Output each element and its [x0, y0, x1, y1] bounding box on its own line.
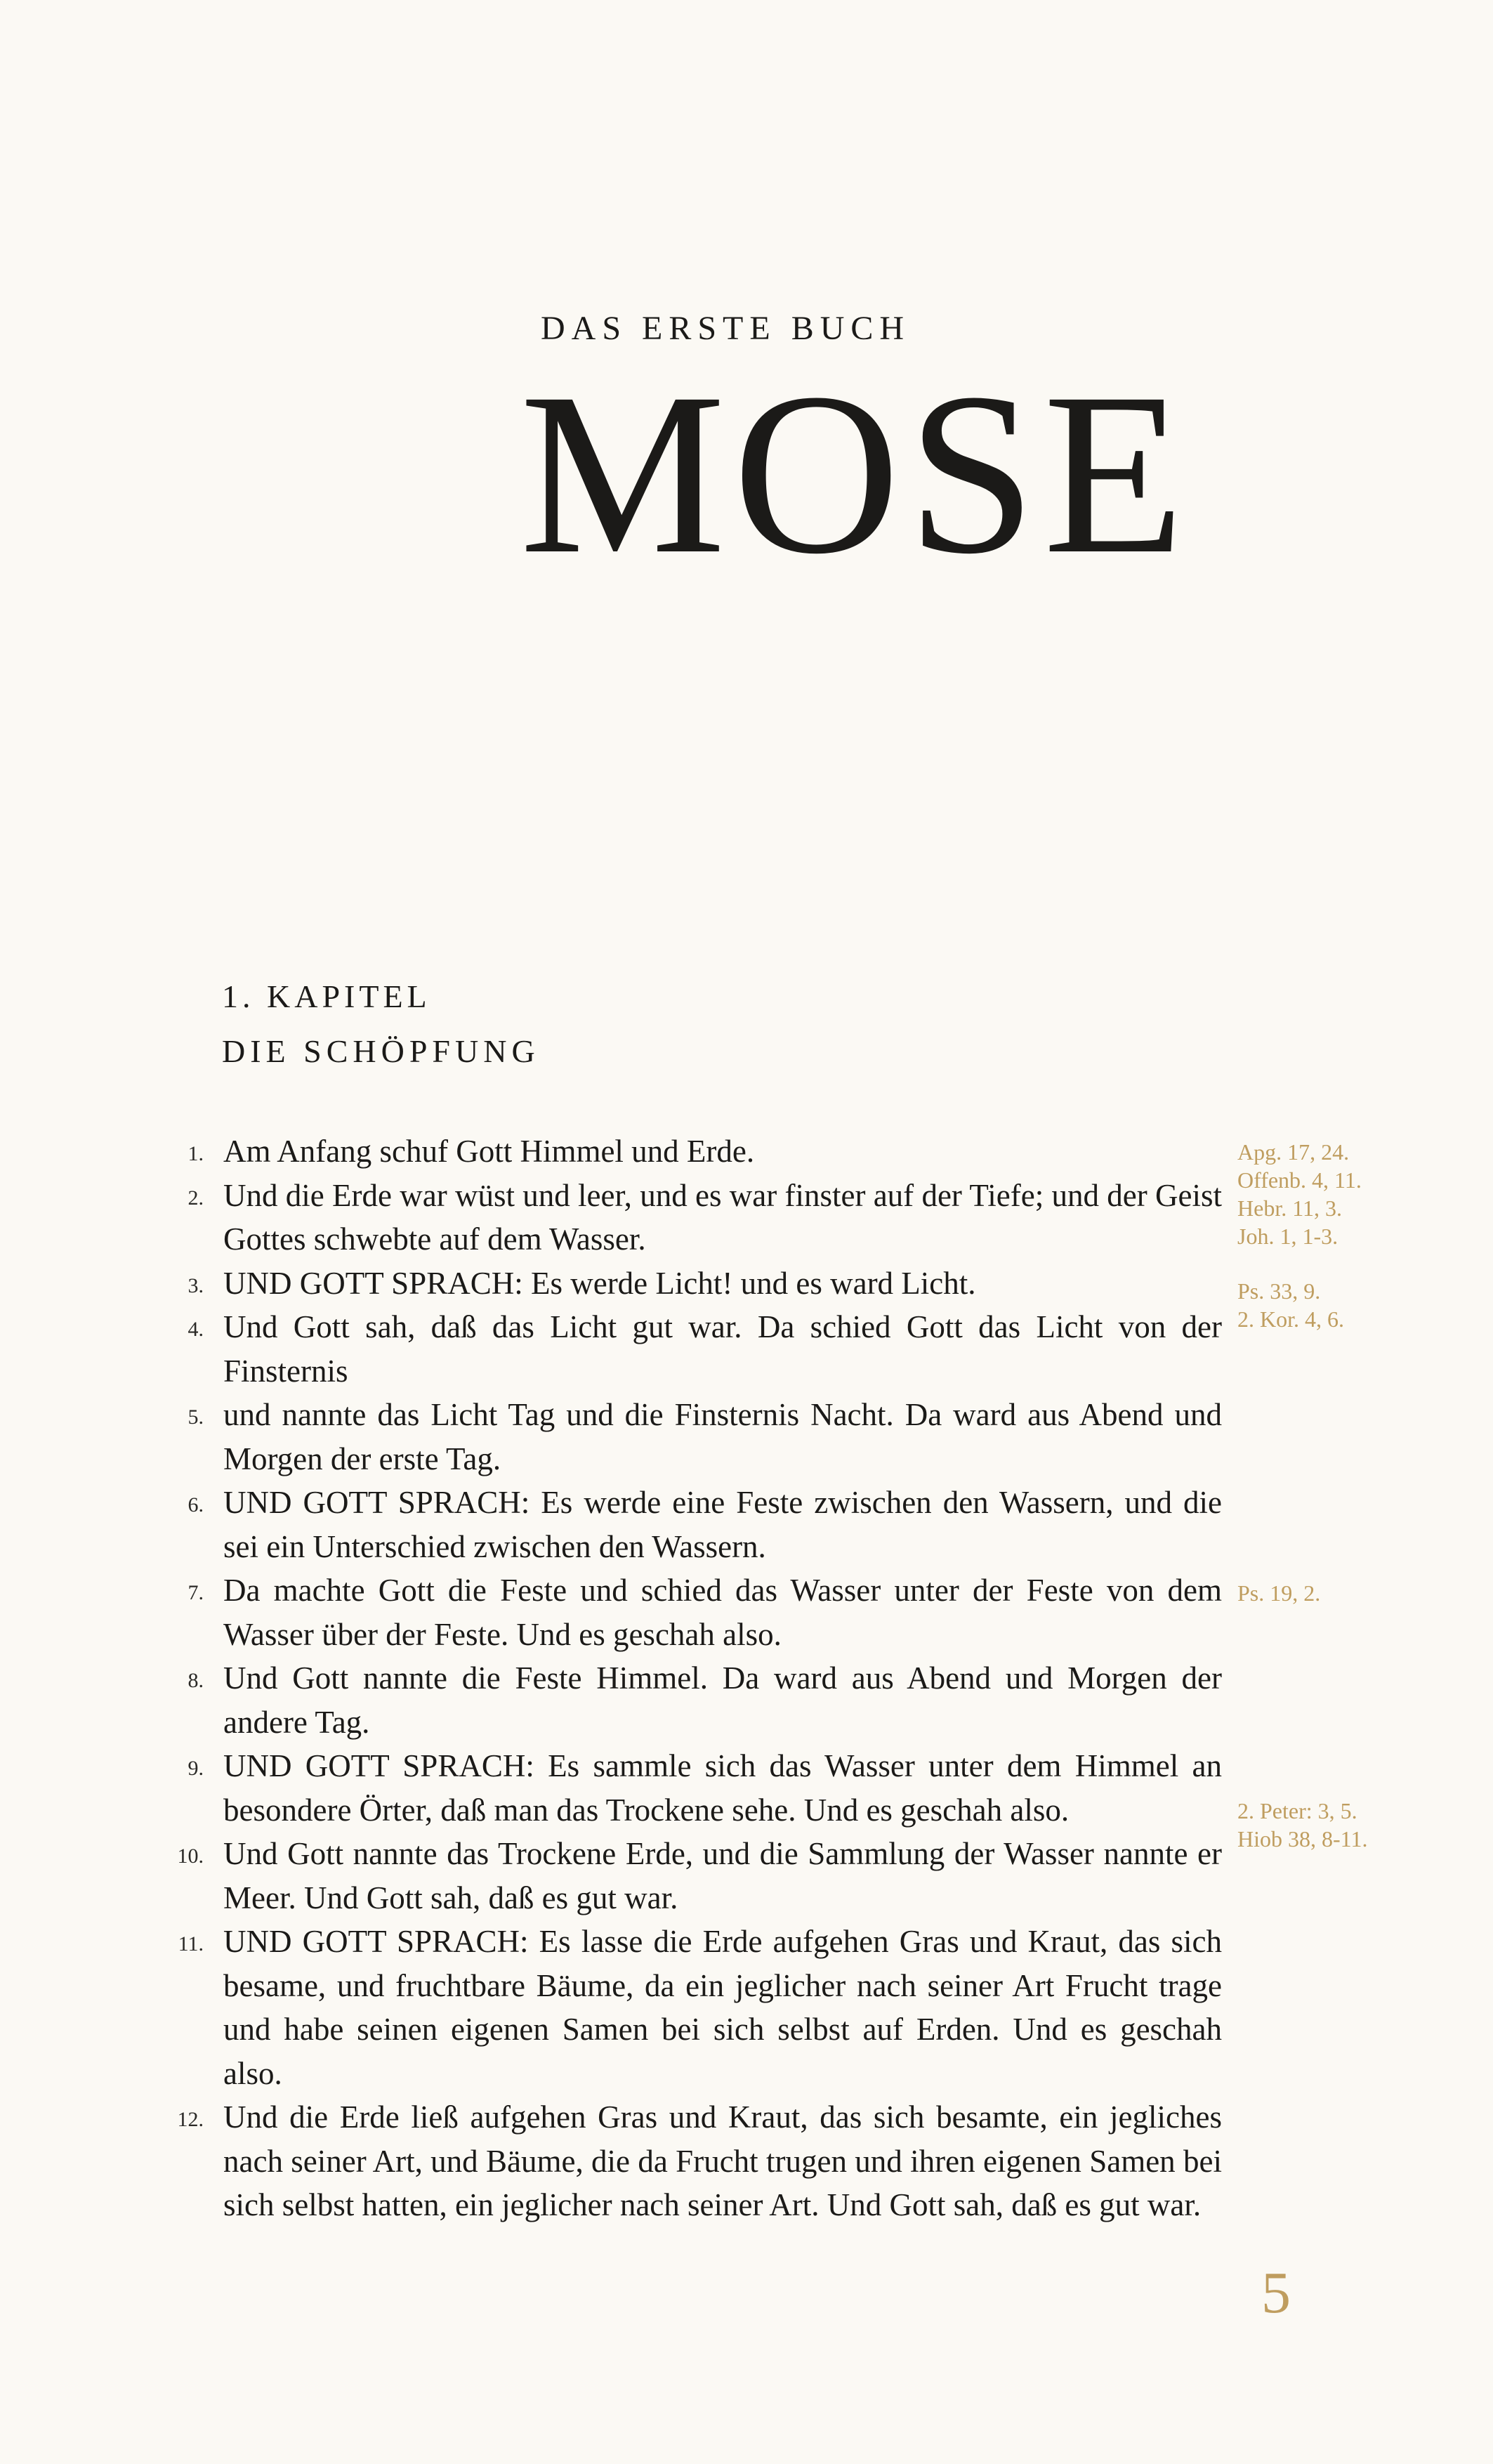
- verse-text: Und Gott nannte das Trockene Erde, und die Sammlung der Wasser nannte er Meer. Und Gott sah, daß es gut war.: [223, 1836, 1222, 1915]
- verse-number: 10.: [177, 1844, 204, 1868]
- verse: [0, 1393, 1222, 1481]
- verse-number: 7.: [188, 1581, 204, 1604]
- verse: [0, 1129, 1222, 1174]
- cross-reference: Joh. 1, 1-3.: [1237, 1224, 1339, 1249]
- verse-text: UND GOTT SPRACH: Es werde eine Feste zwischen den Wassern, und die sei ein Unterschied zwischen den Wassern.: [223, 1485, 1222, 1564]
- verse-number: 1.: [188, 1142, 204, 1165]
- book-label: DAS ERSTE BUCH: [541, 310, 911, 347]
- verse-text: Da machte Gott die Feste und schied das Wasser unter der Feste von dem Wasser über der Feste. Und es geschah also.: [223, 1573, 1222, 1652]
- cross-reference: Hebr. 11, 3.: [1237, 1195, 1343, 1221]
- cross-reference-group: [1237, 1797, 1367, 1853]
- verse-text: Und Gott nannte die Feste Himmel. Da ward aus Abend und Morgen der andere Tag.: [223, 1660, 1222, 1740]
- cross-reference: Ps. 19, 2.: [1237, 1580, 1321, 1606]
- verse-number: 4.: [188, 1318, 204, 1341]
- verse-text: UND GOTT SPRACH: Es lasse die Erde aufgehen Gras und Kraut, das sich besame, und fruchtbare Bäume, da ein jeglicher nach seiner Art Frucht trage und habe seinen eigenen Samen bei sich selbst auf Erden. Und es geschah also.: [223, 1924, 1222, 2091]
- verse-text: UND GOTT SPRACH: Es werde Licht! und es ward Licht.: [223, 1265, 976, 1301]
- verse-number: 5.: [188, 1405, 204, 1429]
- verse-text: Und die Erde war wüst und leer, und es war finster auf der Tiefe; und der Geist Gottes schwebte auf dem Wasser.: [223, 1177, 1222, 1257]
- cross-reference: Apg. 17, 24.: [1237, 1139, 1350, 1165]
- verse-number: 2.: [188, 1186, 204, 1210]
- verse-text: Und Gott sah, daß das Licht gut war. Da schied Gott das Licht von der Finsternis: [223, 1309, 1222, 1389]
- cross-reference: Offenb. 4, 11.: [1237, 1167, 1362, 1193]
- verse: [0, 1832, 1222, 1920]
- cross-reference-group: [1237, 1277, 1344, 1333]
- verse-text: Und die Erde ließ aufgehen Gras und Kraut, das sich besamte, ein jegliches nach seiner Art, und Bäume, die da Frucht trugen und ihren eigenen Samen bei sich selbst hatten, ein jeglicher nach seiner Art. Und Gott sah, daß es gut war.: [223, 2099, 1222, 2222]
- book-title: MOSE: [520, 346, 1192, 602]
- verse: [0, 1656, 1222, 1744]
- verse: [0, 1568, 1222, 1656]
- cross-reference: Ps. 33, 9.: [1237, 1278, 1321, 1304]
- page-number: 5: [1261, 2260, 1291, 2326]
- verse: [0, 1481, 1222, 1568]
- cross-reference-group: [1237, 1579, 1320, 1607]
- verse-list: [0, 1129, 1222, 2227]
- verse-text: Am Anfang schuf Gott Himmel und Erde.: [223, 1134, 755, 1169]
- verse: [0, 1174, 1222, 1262]
- chapter-title: DIE SCHÖPFUNG: [222, 1033, 540, 1069]
- verse: [0, 2095, 1222, 2227]
- cross-reference-group: [1237, 1138, 1362, 1250]
- verse: [0, 1920, 1222, 2095]
- verse-number: 3.: [188, 1273, 204, 1297]
- verse: [0, 1262, 1222, 1306]
- verse-text: und nannte das Licht Tag und die Finsternis Nacht. Da ward aus Abend und Morgen der erste Tag.: [223, 1397, 1222, 1476]
- cross-reference: 2. Peter: 3, 5.: [1237, 1798, 1357, 1823]
- verse-number: 12.: [177, 2108, 204, 2131]
- verse-number: 11.: [178, 1932, 204, 1955]
- verse-number: 8.: [188, 1669, 204, 1692]
- cross-reference: 2. Kor. 4, 6.: [1237, 1306, 1344, 1332]
- verse-number: 9.: [188, 1757, 204, 1780]
- verse: [0, 1744, 1222, 1832]
- chapter-number: 1. KAPITEL: [222, 978, 431, 1014]
- verse: [0, 1305, 1222, 1393]
- verse-number: 6.: [188, 1493, 204, 1516]
- cross-reference: Hiob 38, 8-11.: [1237, 1826, 1368, 1852]
- verse-text: UND GOTT SPRACH: Es sammle sich das Wasser unter dem Himmel an besondere Örter, daß man das Trockene sehe. Und es geschah also.: [223, 1748, 1222, 1828]
